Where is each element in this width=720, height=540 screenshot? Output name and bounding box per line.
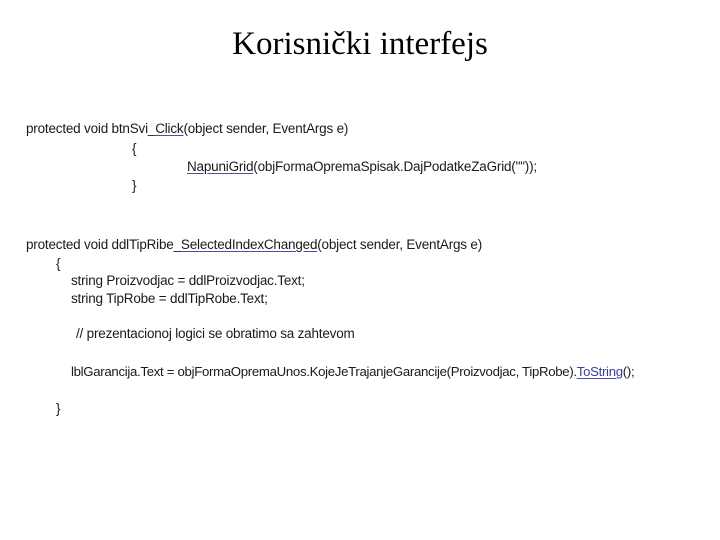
code-line-lblgarancija [71, 364, 634, 379]
code-token: (object sender, EventArgs e) [317, 237, 483, 252]
code-line-tiprobe: string TipRobe = ddlTipRobe.Text; [71, 291, 268, 306]
code-token: (); [622, 364, 635, 379]
code-token-tostring: ToString [576, 364, 623, 379]
code-token: (objFormaOpremaSpisak.DajPodatkeZaGrid("")); [253, 159, 537, 174]
code-line-open-brace: { [132, 141, 137, 156]
code-token-napunigrid: NapuniGrid [187, 159, 254, 174]
code-line-ddltipribe-signature [26, 237, 482, 252]
code-token: protected void ddlTipRibe_ [26, 237, 181, 252]
code-token: protected void btnSvi_ [26, 121, 156, 136]
code-token: (object sender, EventArgs e) [183, 121, 349, 136]
slide-title: Korisnički interfejs [232, 26, 488, 62]
code-line-comment: // prezentacionoj logici se obratimo sa zahtevom [76, 326, 355, 341]
code-token-selectedindexchanged: SelectedIndexChanged [180, 237, 318, 252]
code-line-napunigrid [187, 159, 537, 174]
code-line-proizvodjac: string Proizvodjac = ddlProizvodjac.Text; [71, 273, 305, 288]
code-line-close-brace: } [132, 178, 137, 193]
code-line-open-brace: { [56, 256, 61, 271]
code-line-close-brace: } [56, 401, 61, 416]
code-token: lblGarancija.Text = objFormaOpremaUnos.KojeJeTrajanjeGarancije(Proizvodjac, TipRobe). [71, 364, 577, 379]
code-token-click: Click [155, 121, 184, 136]
code-line-btnsvi-signature [26, 121, 348, 136]
